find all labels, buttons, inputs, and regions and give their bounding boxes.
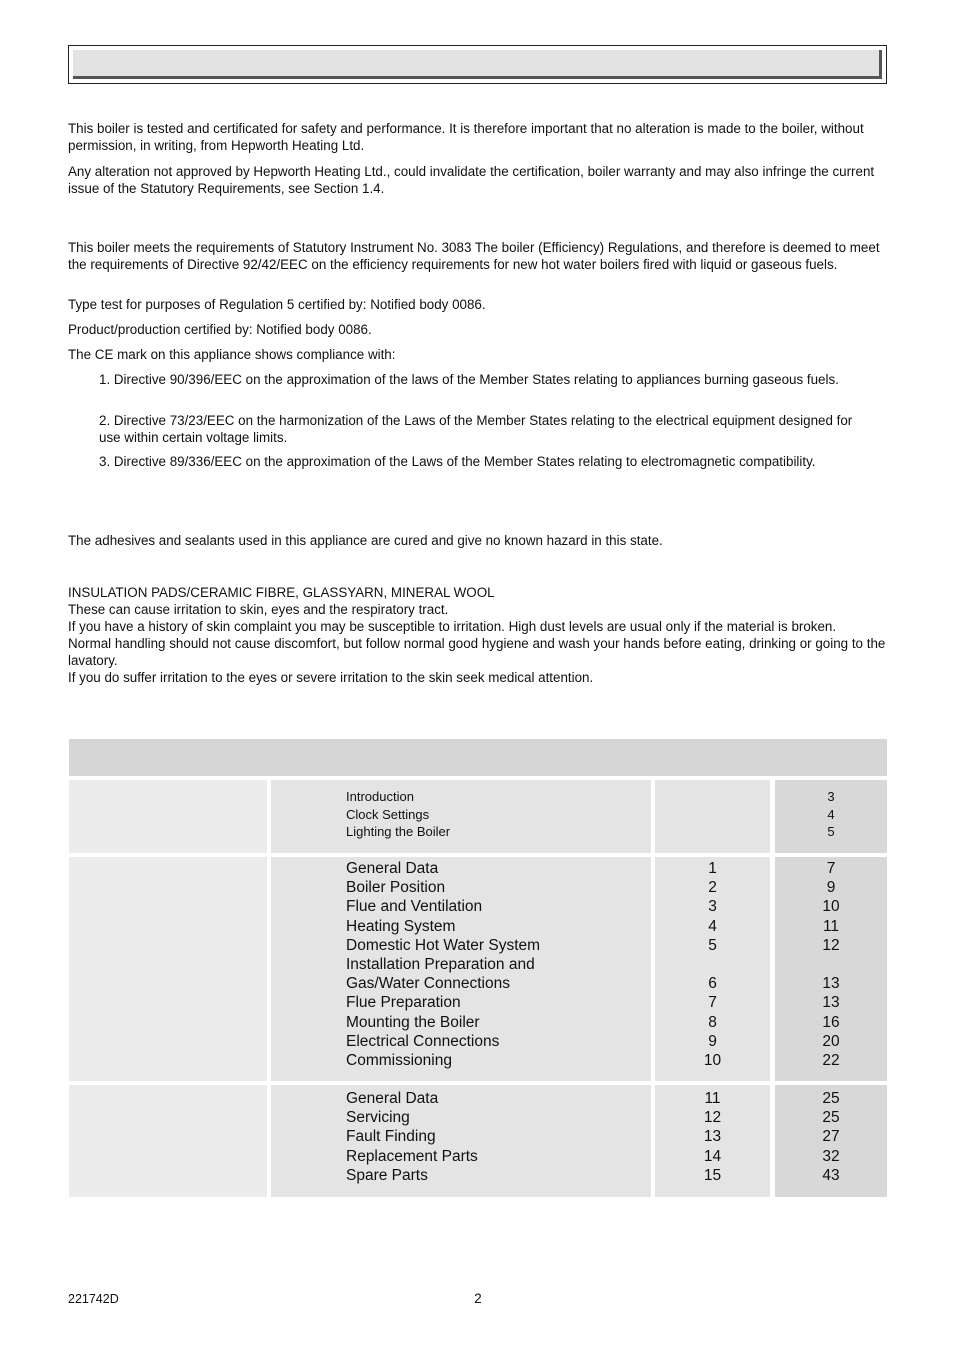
contents-title: Introduction	[346, 789, 414, 804]
contents-page-number: 3	[827, 789, 835, 804]
contents-sections-cell	[655, 780, 770, 853]
contents-page-number: 13	[822, 975, 840, 993]
contents-section-list	[655, 1089, 770, 1185]
contents-titles-cell	[271, 780, 651, 853]
contents-page-number: 12	[822, 936, 840, 954]
regulations-paragraph-2: Type test for purposes of Regulation 5 certified by: Notified body 0086.	[68, 297, 486, 312]
contents-title-list	[346, 859, 540, 1070]
regulations-paragraph-3: Product/production certified by: Notified body 0086.	[68, 322, 372, 337]
contents-title: Spare Parts	[346, 1166, 428, 1184]
insulation-heading: INSULATION PADS/CERAMIC FIBRE, GLASSYARN, MINERAL WOOL	[68, 585, 495, 600]
contents-title: Boiler Position	[346, 879, 446, 897]
insulation-line-3: Normal handling should not cause discomfort, but follow normal good hygiene and wash your hands before eating, drinking or going to the lavatory.	[68, 636, 886, 668]
contents-section-number: 8	[708, 1013, 717, 1031]
contents-title: Lighting the Boiler	[346, 824, 451, 839]
contents-section-number: 1	[708, 860, 717, 877]
contents-title-list	[346, 788, 450, 841]
contents-pages-cell	[775, 780, 887, 853]
contents-title: General Data	[346, 1090, 439, 1107]
regulations-paragraph-1: This boiler meets the requirements of Statutory Instrument No. 3083 The boiler (Efficiency) Regulations, and therefore is deemed to meet the requirements of Directive 92/42/EEC on the efficiency requirements for new hot water boilers fired with liquid or gaseous fuels.	[68, 240, 880, 272]
contents-section-number: 3	[708, 898, 717, 916]
contents-section-number: 15	[703, 1166, 722, 1184]
insulation-section	[68, 584, 890, 686]
directive-item-3: 3. Directive 89/336/EEC on the approximation of the Laws of the Member States relating to electromagnetic compatibility.	[99, 454, 816, 469]
contents-section-number: 2	[708, 879, 717, 897]
directive-item-1: 1. Directive 90/396/EEC on the approximation of the laws of the Member States relating to appliances burning gaseous fuels.	[99, 372, 839, 387]
contents-page-number	[775, 955, 887, 974]
contents-sections-cell	[655, 857, 770, 1081]
adhesives-paragraph: The adhesives and sealants used in this appliance are cured and give no known hazard in this state.	[68, 533, 663, 548]
contents-page-number: 43	[822, 1166, 840, 1184]
insulation-line-1: These can cause irritation to skin, eyes and the respiratory tract.	[68, 602, 449, 617]
insulation-line-2: If you have a history of skin complaint you may be susceptible to irritation. High dust levels are usual only if the material is broken.	[68, 619, 837, 634]
contents-page-number: 27	[822, 1128, 840, 1146]
contents-group-label-cell	[69, 780, 267, 853]
contents-page-number: 20	[822, 1032, 840, 1050]
contents-title: Mounting the Boiler	[346, 1013, 480, 1031]
contents-header-bar	[69, 739, 887, 776]
contents-title-list	[346, 1089, 478, 1185]
contents-page-number: 16	[822, 1013, 840, 1031]
contents-section-number: 13	[703, 1128, 722, 1146]
contents-group-label-cell	[69, 1085, 267, 1197]
contents-page-list	[775, 859, 887, 1070]
intro-paragraph-1: This boiler is tested and certificated for safety and performance. It is therefore important that no alteration is made to the boiler, without permission, in writing, from Hepworth Heating Ltd.	[68, 121, 864, 153]
contents-section-number: 6	[708, 975, 717, 993]
contents-section-number	[655, 823, 770, 841]
insulation-line-4: If you do suffer irritation to the eyes or severe irritation to the skin seek medical attention.	[68, 670, 594, 685]
contents-page-number: 25	[822, 1090, 840, 1107]
contents-section-number	[655, 788, 770, 806]
contents-section-number	[655, 806, 770, 824]
contents-group-label-cell	[69, 857, 267, 1081]
contents-section-number: 5	[708, 936, 717, 954]
contents-sections-cell	[655, 1085, 770, 1197]
contents-section-number: 4	[708, 917, 717, 935]
header-banner	[68, 45, 887, 84]
document-number: 221742D	[68, 1292, 119, 1306]
contents-title: Servicing	[346, 1109, 410, 1127]
contents-page-number: 22	[822, 1052, 840, 1070]
header-banner-fill	[73, 50, 882, 79]
contents-page-number: 13	[822, 994, 840, 1012]
contents-section-number	[655, 955, 770, 974]
contents-title: Replacement Parts	[346, 1147, 478, 1165]
contents-section-list	[655, 788, 770, 841]
contents-section-number: 7	[708, 994, 717, 1012]
contents-title: Fault Finding	[346, 1128, 436, 1146]
contents-page-number: 11	[822, 917, 840, 935]
page-number: 2	[474, 1291, 482, 1306]
contents-section-number: 10	[703, 1052, 722, 1070]
regulations-paragraph-4: The CE mark on this appliance shows compliance with:	[68, 347, 396, 362]
directive-item-2: 2. Directive 73/23/EEC on the harmonization of the Laws of the Member States relating to the electrical equipment designed for use within certain voltage limits.	[99, 413, 853, 445]
contents-title: Flue Preparation	[346, 994, 461, 1012]
contents-title: Electrical Connections	[346, 1032, 500, 1050]
contents-title: Domestic Hot Water System	[346, 936, 541, 954]
contents-title: General Data	[346, 860, 439, 877]
contents-page-number: 32	[822, 1147, 840, 1165]
contents-page-number: 25	[822, 1109, 840, 1127]
contents-section-number: 9	[708, 1032, 717, 1050]
contents-title: Gas/Water Connections	[346, 975, 510, 993]
contents-titles-cell	[271, 1085, 651, 1197]
contents-section-number: 14	[703, 1147, 722, 1165]
contents-title: Commissioning	[346, 1052, 452, 1070]
contents-page-list	[775, 788, 887, 841]
contents-title: Installation Preparation and	[346, 956, 535, 974]
contents-page-list	[775, 1089, 887, 1185]
contents-pages-cell	[775, 1085, 887, 1197]
contents-titles-cell	[271, 857, 651, 1081]
contents-pages-cell	[775, 857, 887, 1081]
contents-title: Flue and Ventilation	[346, 898, 483, 916]
contents-page-number: 5	[827, 824, 835, 839]
contents-page-number: 10	[822, 898, 840, 916]
contents-section-number: 11	[704, 1090, 721, 1107]
intro-paragraph-2: Any alteration not approved by Hepworth Heating Ltd., could invalidate the certification, boiler warranty and may also infringe the current issue of the Statutory Requirements, see Section 1.4.	[68, 164, 875, 196]
contents-page-number: 7	[826, 860, 836, 877]
contents-title: Clock Settings	[346, 806, 430, 822]
contents-section-number: 12	[703, 1109, 722, 1127]
contents-page-number: 4	[827, 806, 835, 822]
contents-title: Heating System	[346, 917, 456, 935]
contents-section-list	[655, 859, 770, 1070]
intro-section	[68, 120, 890, 197]
contents-page-number: 9	[826, 879, 836, 897]
